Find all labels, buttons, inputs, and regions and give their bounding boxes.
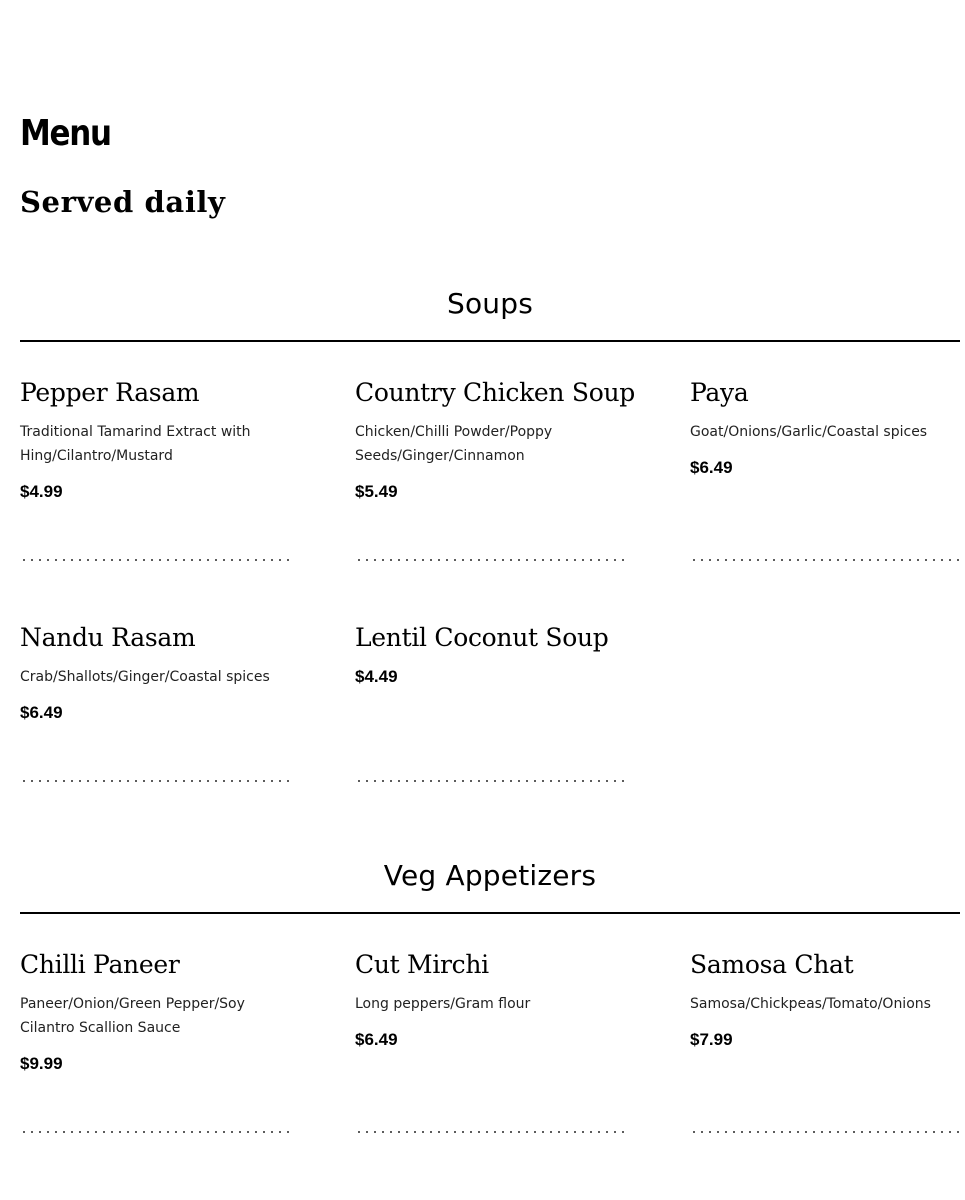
section-veg-appetizers xyxy=(20,856,960,1073)
page-title: Menu xyxy=(20,113,111,154)
menu-item xyxy=(355,378,635,504)
item-description: Samosa/Chickpeas/Tomato/Onions xyxy=(690,996,931,1012)
menu-item xyxy=(20,623,290,725)
item-name: Cut Mirchi xyxy=(355,950,489,979)
section-divider xyxy=(20,340,960,342)
dotted-separator xyxy=(355,558,625,562)
item-description: Traditional Tamarind Extract with Hing/Cilantro/Mustard xyxy=(20,424,251,464)
item-description: Long peppers/Gram flour xyxy=(355,996,531,1012)
item-name: Paya xyxy=(690,378,749,407)
item-price: $7.99 xyxy=(690,1030,733,1049)
section-divider xyxy=(20,912,960,914)
dotted-separator xyxy=(20,779,290,783)
menu-item xyxy=(20,378,290,504)
item-price: $6.49 xyxy=(690,458,733,477)
item-price: $6.49 xyxy=(355,1030,398,1049)
dotted-separator xyxy=(20,1130,290,1134)
page-subtitle: Served daily xyxy=(20,185,226,219)
item-name: Lentil Coconut Soup xyxy=(355,623,609,652)
item-name: Pepper Rasam xyxy=(20,378,200,407)
section-soups xyxy=(20,284,960,722)
item-name: Samosa Chat xyxy=(690,950,854,979)
section-title: Veg Appetizers xyxy=(383,859,597,892)
item-description: Goat/Onions/Garlic/Coastal spices xyxy=(690,424,928,440)
dotted-separator xyxy=(20,558,290,562)
dotted-separator xyxy=(355,1130,625,1134)
item-price: $5.49 xyxy=(355,482,398,501)
item-price: $9.99 xyxy=(20,1054,63,1073)
item-price: $4.99 xyxy=(20,482,63,501)
item-name: Nandu Rasam xyxy=(20,623,196,652)
item-name: Country Chicken Soup xyxy=(355,378,635,407)
item-price: $6.49 xyxy=(20,703,63,722)
item-name: Chilli Paneer xyxy=(20,950,180,979)
menu-item xyxy=(355,950,625,1052)
item-description: Chicken/Chilli Powder/Poppy Seeds/Ginger/Cinnamon xyxy=(355,424,553,464)
dotted-separator xyxy=(690,1130,960,1134)
section-title: Soups xyxy=(446,287,533,320)
dotted-separator xyxy=(690,558,960,562)
menu-item xyxy=(690,950,960,1052)
item-description: Paneer/Onion/Green Pepper/Soy Cilantro Scallion Sauce xyxy=(20,996,245,1036)
menu-item xyxy=(20,950,290,1076)
menu-item xyxy=(690,378,960,480)
item-description: Crab/Shallots/Ginger/Coastal spices xyxy=(20,669,270,685)
menu-item xyxy=(355,623,625,689)
item-price: $4.49 xyxy=(355,667,398,686)
dotted-separator xyxy=(355,779,625,783)
